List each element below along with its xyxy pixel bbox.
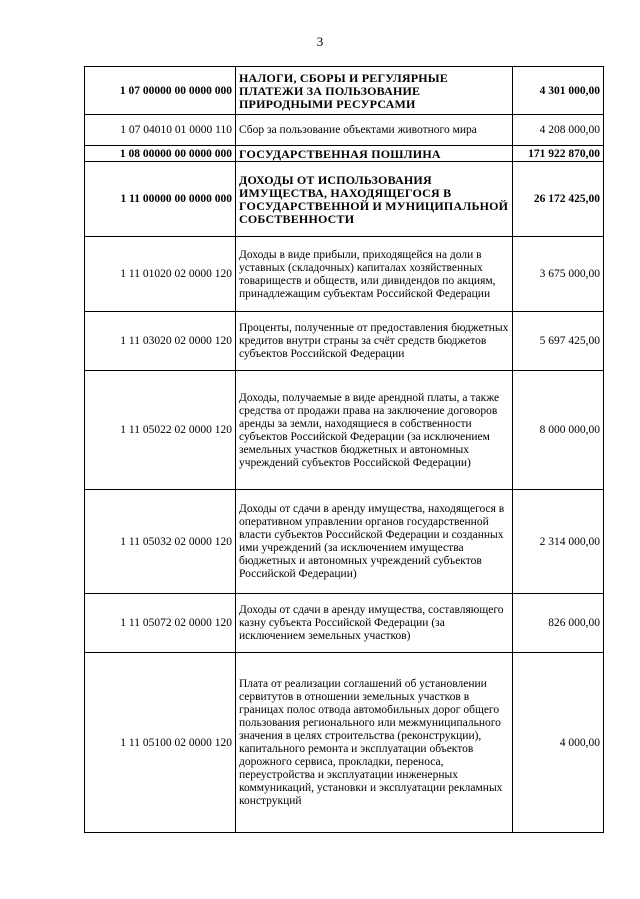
row-amount: 826 000,00 [513,594,604,653]
row-code: 1 11 01020 02 0000 120 [85,237,236,312]
row-name: Проценты, полученные от предоставления бюджетных кредитов внутри страны за счёт средств бюджетов субъектов Российской Федерации [236,312,513,371]
row-name: Плата от реализации соглашений об установлении сервитутов в отношении земельных участков в границах полос отвода автомобильных дорог общего пользования регионального или межмуниципального значения в целях строительства (реконструкции), капитального ремонта и эксплуатации объектов дорожного сервиса, прокладки, переноса, переустройства и эксплуатации инженерных коммуникаций, установки и эксплуатации рекламных конструкций [236,653,513,833]
table-row [85,594,604,653]
row-name: Доходы, получаемые в виде арендной платы, а также средства от продажи права на заключение договоров аренды за земли, находящиеся в собственности субъектов Российской Федерации (за исключением земельных участков бюджетных и автономных учреждений субъектов Российской Федерации) [236,371,513,490]
row-code: 1 11 05072 02 0000 120 [85,594,236,653]
row-code: 1 08 00000 00 0000 000 [85,146,236,162]
table-row [85,237,604,312]
table-row [85,115,604,146]
table-row [85,162,604,237]
row-amount: 2 314 000,00 [513,490,604,594]
table-row [85,490,604,594]
row-amount: 4 000,00 [513,653,604,833]
row-name: ДОХОДЫ ОТ ИСПОЛЬЗОВАНИЯ ИМУЩЕСТВА, НАХОДЯЩЕГОСЯ В ГОСУДАРСТВЕННОЙ И МУНИЦИПАЛЬНОЙ СОБСТВЕННОСТИ [236,162,513,237]
row-amount: 5 697 425,00 [513,312,604,371]
row-name: Доходы от сдачи в аренду имущества, составляющего казну субъекта Российской Федерации (за исключением земельных участков) [236,594,513,653]
row-amount: 4 208 000,00 [513,115,604,146]
row-code: 1 11 05100 02 0000 120 [85,653,236,833]
row-code: 1 11 00000 00 0000 000 [85,162,236,237]
row-code: 1 11 03020 02 0000 120 [85,312,236,371]
row-code: 1 11 05032 02 0000 120 [85,490,236,594]
table-row [85,653,604,833]
table-row [85,146,604,162]
row-name: НАЛОГИ, СБОРЫ И РЕГУЛЯРНЫЕ ПЛАТЕЖИ ЗА ПОЛЬЗОВАНИЕ ПРИРОДНЫМИ РЕСУРСАМИ [236,67,513,115]
row-name: Сбор за пользование объектами животного мира [236,115,513,146]
table-row [85,312,604,371]
row-name: Доходы от сдачи в аренду имущества, находящегося в оперативном управлении органов государственной власти субъектов Российской Федерации и созданных ими учреждений (за исключением имущества бюджетных и автономных учреждений субъектов Российской Федерации) [236,490,513,594]
row-amount: 171 922 870,00 [513,146,604,162]
row-amount: 3 675 000,00 [513,237,604,312]
row-amount: 8 000 000,00 [513,371,604,490]
row-code: 1 11 05022 02 0000 120 [85,371,236,490]
row-code: 1 07 00000 00 0000 000 [85,67,236,115]
row-name: Доходы в виде прибыли, приходящейся на доли в уставных (складочных) капиталах хозяйственных товариществ и обществ, или дивидендов по акциям, принадлежащим субъектам Российской Федерации [236,237,513,312]
table-row [85,371,604,490]
row-amount: 4 301 000,00 [513,67,604,115]
revenue-table [84,66,604,833]
table-row [85,67,604,115]
row-code: 1 07 04010 01 0000 110 [85,115,236,146]
page-number: 3 [316,34,324,49]
row-name: ГОСУДАРСТВЕННАЯ ПОШЛИНА [236,146,513,162]
row-amount: 26 172 425,00 [513,162,604,237]
